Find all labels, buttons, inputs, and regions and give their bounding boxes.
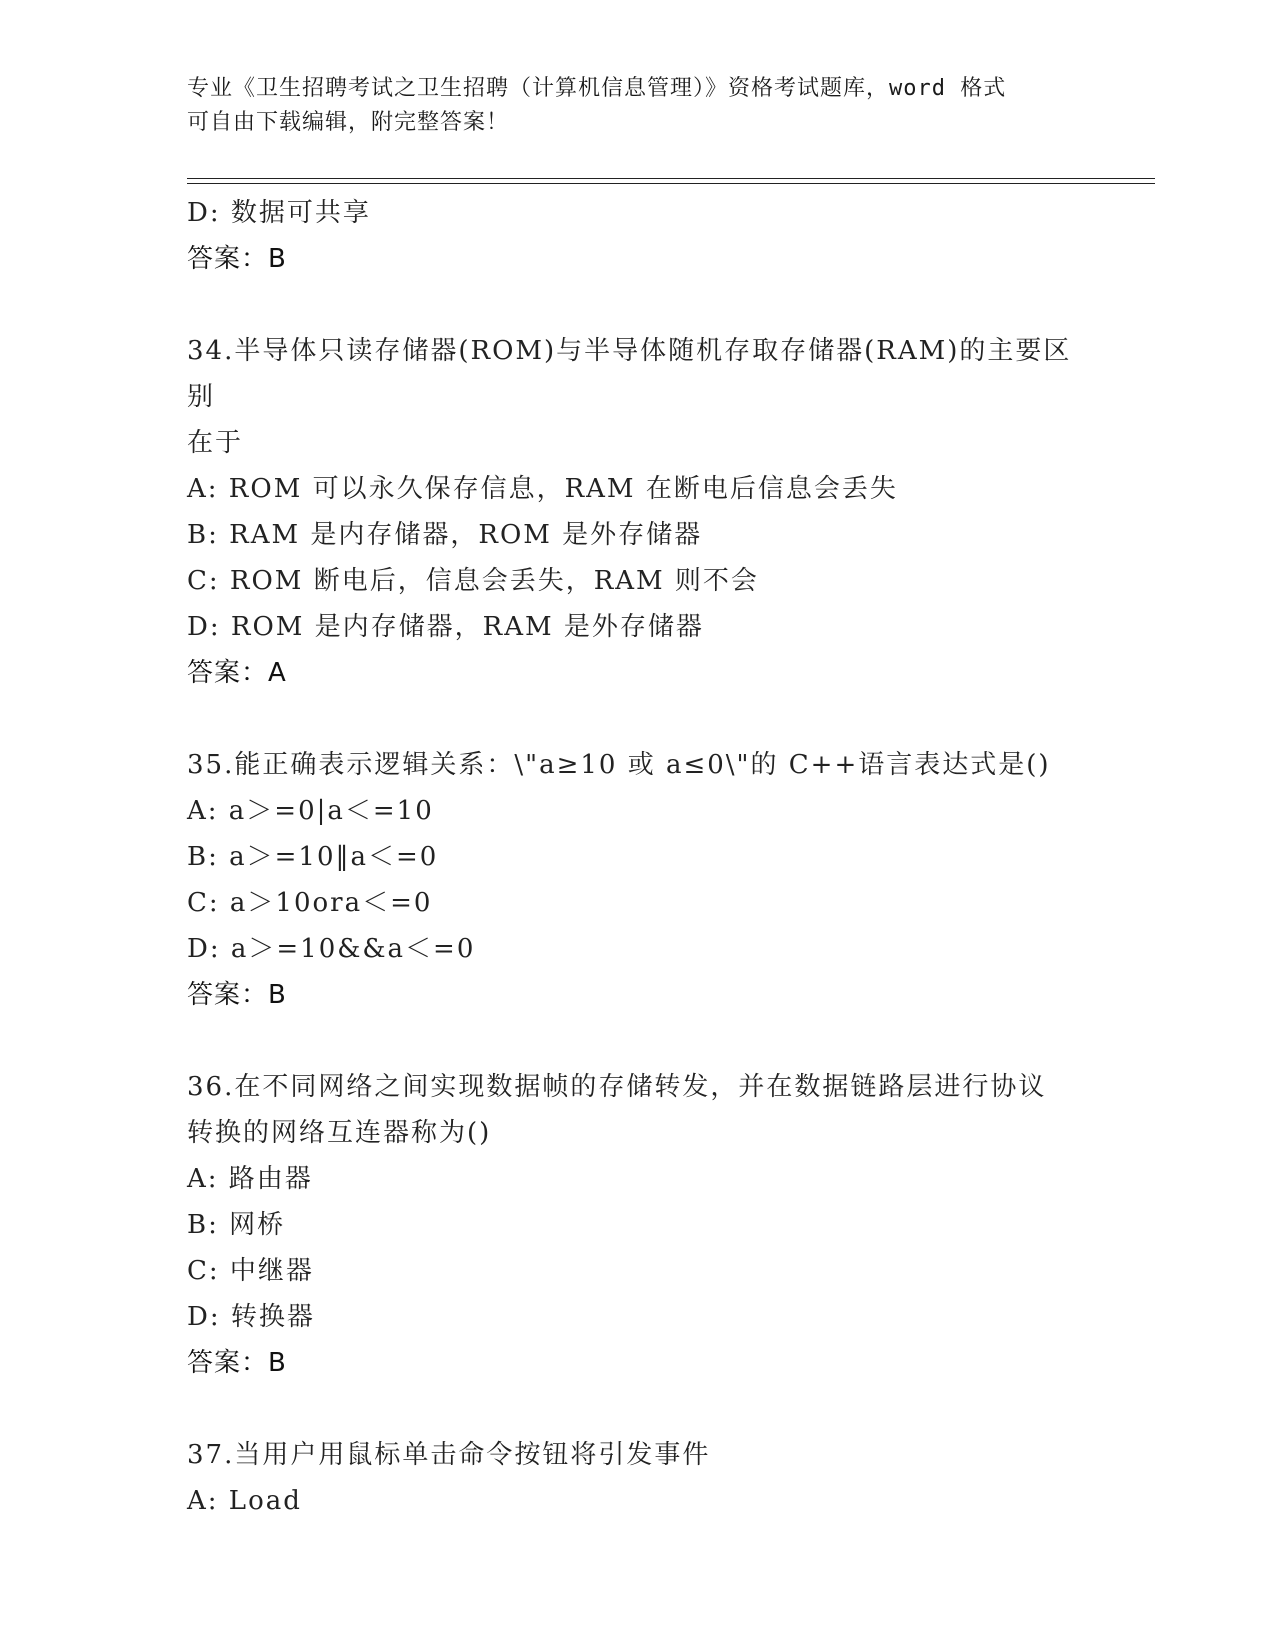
question-37 (187, 1432, 1087, 1524)
option-b: B: RAM 是内存储器，ROM 是外存储器 (187, 520, 703, 550)
spacer (187, 696, 1087, 742)
answer-line: 答案：A (187, 658, 287, 688)
header-divider-top (187, 178, 1155, 179)
question-text: 34.半导体只读存储器(ROM)与半导体随机存取存储器(RAM)的主要区别 (187, 336, 1072, 412)
question-text: 35.能正确表示逻辑关系：\"a≥10 或 a≤0\"的 C++语言表达式是() (187, 750, 1051, 780)
question-list (187, 190, 1087, 1524)
question-35 (187, 742, 1087, 1018)
answer-line: 答案：B (187, 980, 287, 1010)
option-c: C: a＞10ora＜=0 (187, 888, 433, 918)
option-d: D: 数据可共享 (187, 198, 371, 228)
answer-line: 答案：B (187, 244, 287, 274)
header-line-2: 可自由下载编辑，附完整答案！ (187, 110, 510, 135)
spacer (187, 1018, 1087, 1064)
spacer (187, 282, 1087, 328)
document-header (187, 72, 1087, 140)
option-d: D: 转换器 (187, 1302, 315, 1332)
option-c: C: 中继器 (187, 1256, 314, 1286)
option-d: D: ROM 是内存储器，RAM 是外存储器 (187, 612, 704, 642)
question-34 (187, 328, 1087, 696)
answer-line: 答案：B (187, 1348, 287, 1378)
spacer (187, 1386, 1087, 1432)
option-d: D: a＞=10&&a＜=0 (187, 934, 476, 964)
option-c: C: ROM 断电后，信息会丢失，RAM 则不会 (187, 566, 759, 596)
option-a: A: ROM 可以永久保存信息，RAM 在断电后信息会丢失 (187, 474, 898, 504)
question-text: 36.在不同网络之间实现数据帧的存储转发，并在数据链路层进行协议 (187, 1072, 1047, 1102)
option-b: B: a＞=10‖a＜=0 (187, 842, 439, 872)
option-a: A: Load (187, 1486, 302, 1516)
question-36 (187, 1064, 1087, 1386)
header-line-1: 专业《卫生招聘考试之卫生招聘（计算机信息管理）》资格考试题库，word 格式 (187, 76, 1007, 101)
question-text: 转换的网络互连器称为() (187, 1118, 492, 1148)
question-text: 37.当用户用鼠标单击命令按钮将引发事件 (187, 1440, 711, 1470)
option-a: A: a＞=0|a＜=10 (187, 796, 434, 826)
option-b: B: 网桥 (187, 1210, 286, 1240)
option-a: A: 路由器 (187, 1164, 313, 1194)
question-text: 在于 (187, 428, 244, 458)
header-divider-bottom (187, 183, 1155, 184)
